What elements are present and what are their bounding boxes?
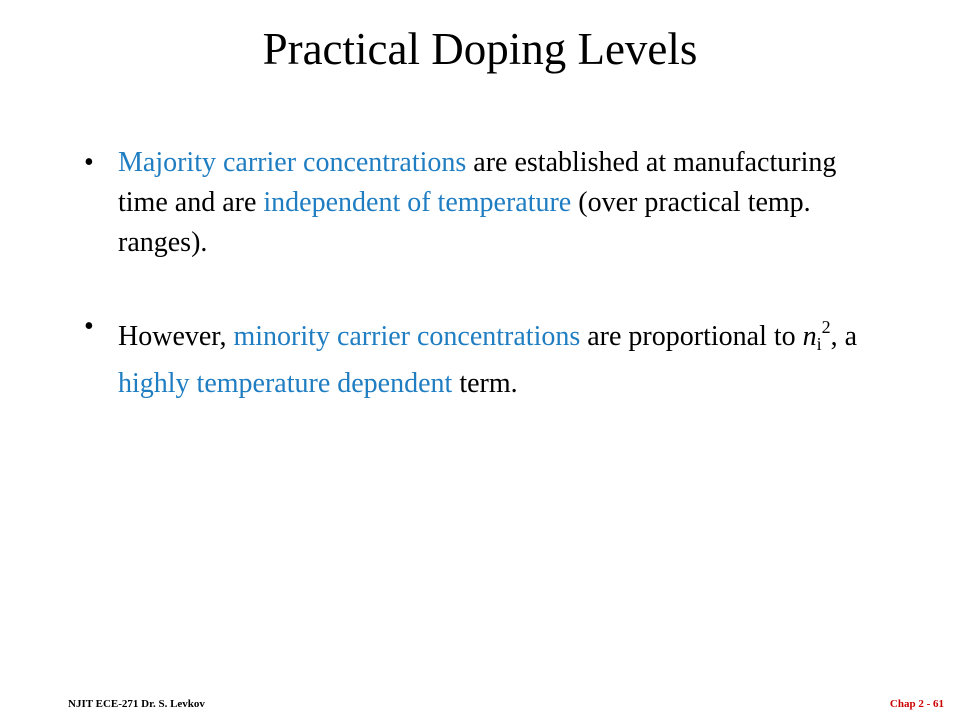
bullet-text-segment: However,	[118, 321, 234, 352]
bullet-text-segment: independent of temperature	[263, 187, 572, 218]
bullet-text-segment: (over practical temp. ranges).	[118, 187, 811, 258]
bullet-icon: •	[84, 311, 94, 342]
bullet-icon: •	[84, 147, 94, 178]
bullet-item-minority	[84, 307, 884, 404]
bullet-list	[84, 143, 884, 404]
bullet-text-segment: minority carrier concentrations	[233, 321, 581, 352]
math-subscript-i: i	[816, 334, 822, 354]
footer-course-label: NJIT ECE-271 Dr. S. Levkov	[68, 698, 205, 710]
slide-title: Practical Doping Levels	[262, 24, 698, 74]
math-superscript-2: 2	[821, 317, 831, 337]
footer-page-number: Chap 2 - 61	[889, 698, 944, 710]
bullet-text-segment: Majority carrier concentrations	[118, 147, 467, 178]
bullet-item-majority	[84, 143, 884, 263]
bullet-text-segment: , a	[830, 321, 858, 352]
bullet-text-segment: are proportional to	[580, 321, 803, 352]
bullet-text-segment: are established at manufacturing time and are	[118, 147, 837, 218]
math-variable-n: n	[802, 321, 817, 352]
bullet-text-segment: highly temperature dependent	[118, 368, 453, 399]
bullet-text-segment: term.	[452, 368, 518, 399]
